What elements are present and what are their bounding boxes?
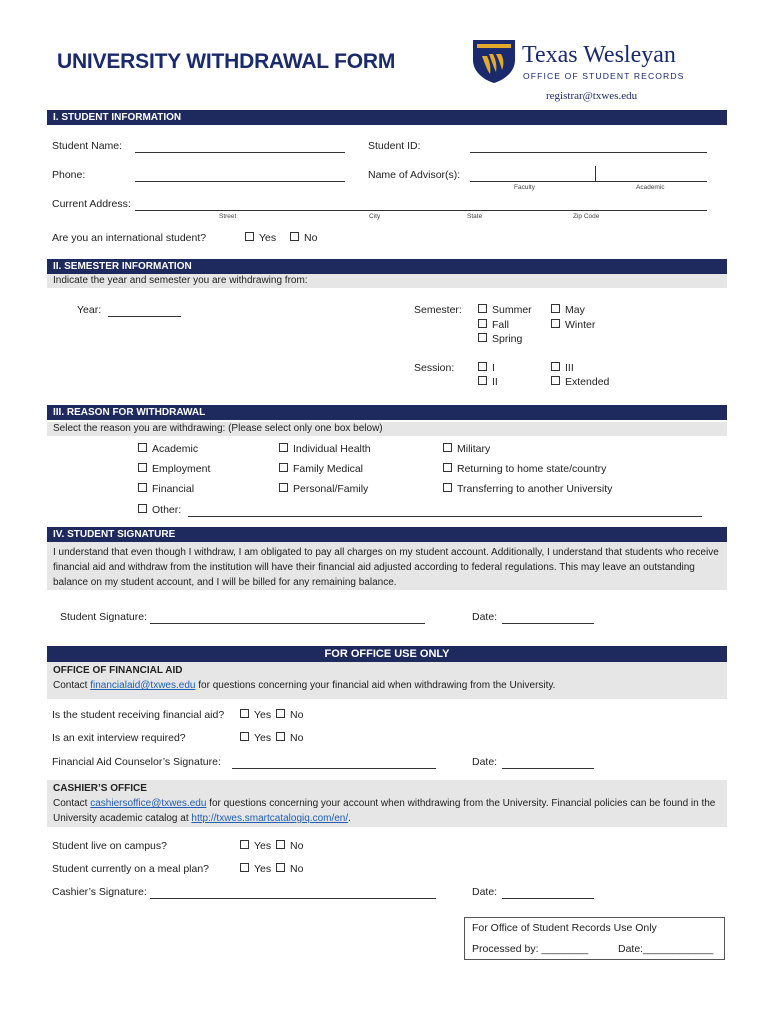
records-date-field[interactable]: Date:____________	[618, 943, 714, 955]
option-label: Spring	[492, 333, 523, 345]
logo-name: Texas Wesleyan	[522, 42, 676, 68]
student-date-field[interactable]	[502, 623, 594, 624]
option-label: Employment	[152, 463, 211, 475]
option-label: Winter	[565, 319, 596, 331]
student-name-field[interactable]	[135, 152, 345, 153]
international-no-option[interactable]	[290, 232, 317, 244]
option-label: May	[565, 304, 585, 316]
fa-date-label: Date:	[472, 756, 498, 768]
section-student-information: I. STUDENT INFORMATION	[47, 110, 727, 125]
checkbox[interactable]	[276, 863, 285, 872]
cashier-date-field[interactable]	[502, 898, 594, 899]
option-label: No	[290, 709, 304, 721]
option-label: Academic	[152, 443, 199, 455]
state-caption: State	[467, 213, 483, 220]
session-ii-option[interactable]	[478, 376, 498, 388]
advisor-field[interactable]	[470, 181, 707, 182]
checkbox[interactable]	[279, 443, 288, 452]
address-field[interactable]	[135, 210, 707, 211]
checkbox[interactable]	[551, 319, 560, 328]
student-name-label: Student Name:	[52, 140, 123, 152]
semester-spring-option[interactable]	[478, 333, 522, 345]
option-label: No	[304, 232, 318, 244]
cashier-question-live-on-campus: Student live on campus?	[52, 840, 167, 852]
semester-label: Semester:	[414, 304, 462, 316]
fa-counselor-signature-label: Financial Aid Counselor’s Signature:	[52, 756, 221, 768]
registrar-email[interactable]: registrar@txwes.edu	[546, 90, 638, 102]
reason-financial-option[interactable]	[138, 483, 194, 495]
option-label: Financial	[152, 483, 195, 495]
option-label: Returning to home state/country	[457, 463, 607, 475]
logo-subtitle: OFFICE OF STUDENT RECORDS	[523, 71, 685, 81]
checkbox[interactable]	[245, 232, 254, 241]
option-label: Fall	[492, 319, 509, 331]
option-label: Other:	[152, 504, 182, 516]
checkbox[interactable]	[443, 483, 452, 492]
page-title: UNIVERSITY WITHDRAWAL FORM	[57, 50, 396, 73]
checkbox[interactable]	[240, 709, 249, 718]
option-label: Transferring to another University	[457, 483, 613, 495]
checkbox[interactable]	[276, 709, 285, 718]
reason-family-medical-option[interactable]	[279, 463, 363, 475]
section-student-signature: IV. STUDENT SIGNATURE	[47, 527, 727, 542]
checkbox[interactable]	[138, 443, 147, 452]
cashiers-title: CASHIER’S OFFICE	[53, 783, 147, 794]
option-label: Yes	[259, 232, 277, 244]
financial-aid-contact	[53, 678, 721, 693]
option-label: Personal/Family	[293, 483, 369, 495]
international-question: Are you an international student?	[52, 232, 207, 244]
cashiers-email-link[interactable]: cashiersoffice@txwes.edu	[90, 798, 207, 809]
option-label: No	[290, 732, 304, 744]
reason-other-option[interactable]	[138, 504, 181, 516]
session-iii-option[interactable]	[551, 362, 574, 374]
address-label: Current Address:	[52, 198, 131, 210]
option-label: Yes	[254, 840, 272, 852]
session-label: Session:	[414, 362, 455, 374]
year-label: Year:	[77, 304, 102, 316]
checkbox[interactable]	[240, 840, 249, 849]
semester-instructions: Indicate the year and semester you are withdrawing from:	[47, 274, 727, 288]
fa-date-field[interactable]	[502, 768, 594, 769]
other-reason-field[interactable]	[188, 516, 702, 517]
cashier-signature-label: Cashier’s Signature:	[52, 886, 147, 898]
financial-aid-email-link[interactable]: financialaid@txwes.edu	[90, 680, 196, 691]
option-label: Individual Health	[293, 443, 371, 455]
reason-transferring-option[interactable]	[443, 483, 612, 495]
option-label: Yes	[254, 732, 272, 744]
option-label: Military	[457, 443, 491, 455]
option-label: Family Medical	[293, 463, 364, 475]
checkbox[interactable]	[240, 732, 249, 741]
c-q1-no-option[interactable]	[276, 840, 303, 852]
fa-q1-no-option[interactable]	[276, 709, 303, 721]
contact-text: .	[348, 813, 351, 824]
academic-caption: Academic	[636, 184, 665, 191]
checkbox[interactable]	[478, 362, 487, 371]
cashier-signature-field[interactable]	[150, 898, 436, 899]
checkbox[interactable]	[551, 376, 560, 385]
advisor-label: Name of Advisor(s):	[368, 169, 461, 181]
checkbox[interactable]	[478, 304, 487, 313]
international-yes-option[interactable]	[245, 232, 276, 244]
option-label: No	[290, 863, 304, 875]
acknowledgement-text: I understand that even though I withdraw, I am obligated to pay all charges on my student account. Additionally, I understand that students who receive financial aid and withdraw from the institution will have their financial aid adjusted according to federal regulations. This may leave an outstanding balance on my student account, and I will be billed for any remaining balance.	[47, 542, 727, 590]
option-label: No	[290, 840, 304, 852]
checkbox[interactable]	[443, 443, 452, 452]
option-label: Extended	[565, 376, 610, 388]
student-id-label: Student ID:	[368, 140, 421, 152]
contact-text: Contact	[53, 798, 91, 809]
student-records-title: For Office of Student Records Use Only	[472, 922, 657, 934]
financial-aid-title: OFFICE OF FINANCIAL AID	[53, 665, 183, 676]
student-signature-field[interactable]	[150, 623, 425, 624]
option-label: II	[492, 376, 498, 388]
checkbox[interactable]	[279, 483, 288, 492]
advisor-divider	[595, 166, 596, 181]
option-label: I	[492, 362, 495, 374]
reason-instructions: Select the reason you are withdrawing: (Please select only one box below)	[47, 422, 727, 436]
reason-individual-health-option[interactable]	[279, 443, 371, 455]
option-label: Summer	[492, 304, 532, 316]
office-use-header: FOR OFFICE USE ONLY	[47, 646, 727, 662]
checkbox[interactable]	[551, 304, 560, 313]
street-caption: Street	[219, 213, 237, 220]
checkbox[interactable]	[138, 463, 147, 472]
semester-summer-option[interactable]	[478, 304, 532, 316]
session-extended-option[interactable]	[551, 376, 609, 388]
faculty-caption: Faculty	[514, 184, 535, 191]
session-i-option[interactable]	[478, 362, 495, 374]
checkbox[interactable]	[478, 333, 487, 342]
section-semester-information: II. SEMESTER INFORMATION	[47, 259, 727, 274]
contact-text: Contact	[53, 680, 91, 691]
checkbox[interactable]	[290, 232, 299, 241]
contact-text: for questions concerning your account when withdrawing from the University. Financial policies can be found in the University academic catalog at	[53, 798, 716, 824]
cashiers-box	[47, 780, 727, 827]
reason-returning-home-option[interactable]	[443, 463, 606, 475]
option-label: Yes	[254, 863, 272, 875]
reason-employment-option[interactable]	[138, 463, 210, 475]
semester-fall-option[interactable]	[478, 319, 509, 331]
fa-question-exit-interview: Is an exit interview required?	[52, 732, 186, 744]
cashier-question-meal-plan: Student currently on a meal plan?	[52, 863, 210, 875]
c-q2-yes-option[interactable]	[240, 863, 271, 875]
checkbox[interactable]	[478, 319, 487, 328]
student-id-field[interactable]	[470, 152, 707, 153]
zip-caption: Zip Code	[573, 213, 600, 220]
checkbox[interactable]	[551, 362, 560, 371]
year-field[interactable]	[108, 316, 181, 317]
checkbox[interactable]	[138, 483, 147, 492]
shield-logo-icon	[471, 38, 517, 87]
fa-question-receiving-aid: Is the student receiving financial aid?	[52, 709, 225, 721]
processed-by-field[interactable]: Processed by: ________	[472, 943, 589, 955]
phone-label: Phone:	[52, 169, 86, 181]
reason-military-option[interactable]	[443, 443, 490, 455]
section-reason-for-withdrawal: III. REASON FOR WITHDRAWAL	[47, 405, 727, 420]
checkbox[interactable]	[478, 376, 487, 385]
option-label: Yes	[254, 709, 272, 721]
cashiers-contact	[53, 796, 721, 826]
checkbox[interactable]	[443, 463, 452, 472]
reason-academic-option[interactable]	[138, 443, 198, 455]
checkbox[interactable]	[279, 463, 288, 472]
c-q2-no-option[interactable]	[276, 863, 303, 875]
checkbox[interactable]	[240, 863, 249, 872]
catalog-url-link[interactable]: http://txwes.smartcatalogiq.com/en/	[191, 813, 349, 824]
fa-q2-no-option[interactable]	[276, 732, 303, 744]
reason-personal-family-option[interactable]	[279, 483, 368, 495]
student-date-label: Date:	[472, 611, 498, 623]
checkbox[interactable]	[276, 732, 285, 741]
contact-text: for questions concerning your financial aid when withdrawing from the University.	[195, 680, 556, 691]
fa-q2-yes-option[interactable]	[240, 732, 271, 744]
student-signature-label: Student Signature:	[60, 611, 147, 623]
city-caption: City	[369, 213, 381, 220]
phone-field[interactable]	[135, 181, 345, 182]
fa-q1-yes-option[interactable]	[240, 709, 271, 721]
checkbox[interactable]	[138, 504, 147, 513]
semester-winter-option[interactable]	[551, 319, 595, 331]
option-label: III	[565, 362, 574, 374]
semester-may-option[interactable]	[551, 304, 585, 316]
fa-counselor-signature-field[interactable]	[232, 768, 436, 769]
student-records-box	[464, 917, 725, 960]
c-q1-yes-option[interactable]	[240, 840, 271, 852]
cashier-date-label: Date:	[472, 886, 498, 898]
checkbox[interactable]	[276, 840, 285, 849]
financial-aid-box	[47, 662, 727, 699]
